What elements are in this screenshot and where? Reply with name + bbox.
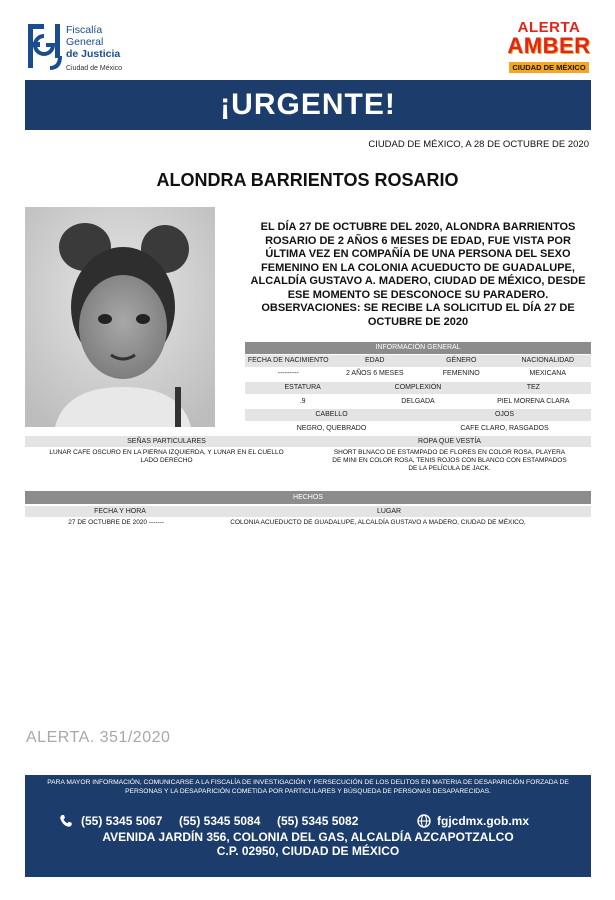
fgj-logo: [26, 22, 166, 78]
place-label: LUGAR: [376, 508, 402, 515]
info-row2-headers: [245, 382, 591, 394]
height-value: .9: [299, 398, 306, 405]
fgj-text-line1: Fiscalía: [66, 24, 103, 36]
urgent-banner: ¡URGENTE!: [25, 80, 591, 130]
gender-value: FEMENINO: [442, 370, 480, 377]
website-link[interactable]: fgjcdmx.gob.mx: [437, 814, 530, 828]
date-line: CIUDAD DE MÉXICO, A 28 DE OCTUBRE DE 2020: [368, 139, 589, 150]
contact-line: [25, 814, 591, 828]
amber-logo-line1: ALERTA: [517, 19, 581, 36]
hair-label: CABELLO: [315, 411, 348, 418]
date-time-label: FECHA Y HORA: [94, 508, 146, 515]
age-value: 2 AÑOS 6 MESES: [345, 370, 404, 377]
fgj-text-line2: General: [66, 36, 104, 48]
complexion-label: TEZ: [526, 384, 540, 391]
build-value: DELGADA: [401, 398, 435, 405]
date-time-value: 27 DE OCTUBRE DE 2020 -------: [68, 519, 164, 526]
alert-number: ALERTA. 351/2020: [26, 729, 171, 746]
phone-number-1[interactable]: (55) 5345 5067: [81, 814, 163, 828]
eyes-label: OJOS: [494, 411, 515, 418]
alerta-amber-logo: [505, 20, 593, 76]
globe-icon: [417, 814, 431, 828]
phone-icon: [59, 814, 73, 828]
contact-footer: [25, 775, 591, 877]
hechos-value-row: [25, 518, 591, 528]
gender-label: GÉNERO: [446, 357, 477, 364]
fgj-text-line4: Ciudad de México: [66, 65, 123, 72]
nationality-value: MEXICANA: [529, 370, 567, 377]
fgj-mark-icon: [26, 22, 62, 72]
clothing-value: SHORT BLNACO DE ESTAMPADO DE FLORES EN COLOR ROSA, PLAYERA DE MINI EN COLOR ROSA, TENIS ROJOS CON BLANCO CON ESTAMPADOS DE LA PELÍCULA DE JACK.: [332, 449, 567, 472]
fgj-logo-text: [66, 24, 122, 75]
birthdate-value: ---------: [277, 370, 299, 377]
features-header-row: [25, 436, 591, 447]
clothing-label: ROPA QUE VESTÍA: [418, 438, 481, 445]
info-row2-values: [245, 396, 591, 408]
amber-logo-line3: CIUDAD DE MÉXICO: [509, 62, 588, 73]
info-row1-headers: [245, 355, 591, 367]
complexion-value: PIEL MORENA CLARA: [497, 398, 570, 405]
age-label: EDAD: [365, 357, 385, 364]
address-line-2: C.P. 02950, CIUDAD DE MÉXICO: [216, 844, 400, 858]
distinguishing-marks-value: LUNAR CAFE OSCURO EN LA PIERNA IZQUIERDA, Y LUNAR EN EL CUELLO LADO DERECHO: [49, 449, 284, 464]
info-row1-values: [245, 368, 591, 380]
hechos-header-row: [25, 506, 591, 517]
distinguishing-marks-label: SEÑAS PARTICULARES: [127, 438, 206, 445]
address-line-1: AVENIDA JARDÍN 356, COLONIA DEL GAS, ALCALDÍA AZCAPOTZALCO: [102, 830, 514, 844]
amber-logo-line2: AMBER: [507, 33, 591, 58]
place-value: COLONIA ACUEDUCTO DE GUADALUPE, ALCALDÍA GUSTAVO A MADERO, CIUDAD DE MÉXICO,: [230, 519, 526, 526]
info-general-header: INFORMACIÓN GENERAL: [245, 342, 591, 354]
fgj-text-line3: de Justicia: [66, 48, 121, 60]
info-row3-values: [245, 423, 591, 435]
birthdate-label: FECHA DE NACIMIENTO: [247, 357, 329, 364]
eyes-value: CAFE CLARO, RASGADOS: [460, 425, 549, 432]
hechos-header: HECHOS: [25, 491, 591, 504]
person-photo: [25, 207, 215, 427]
info-row3-headers: [245, 409, 591, 421]
height-label: ESTATURA: [284, 384, 321, 391]
build-label: COMPLEXIÓN: [394, 384, 442, 391]
hair-value: NEGRO, QUEBRADO: [296, 425, 367, 432]
features-value-row: [25, 449, 591, 473]
child-portrait-image: [25, 207, 215, 427]
phone-number-3[interactable]: (55) 5345 5082: [277, 814, 359, 828]
footer-note: PARA MAYOR INFORMACIÓN, COMUNICARSE A LA FISCALÍA DE INVESTIGACIÓN Y PERSECUCIÓN DE LOS DELITOS EN MATERIA DE DESAPARICIÓN FORZADA DE PERSONAS Y LA DESAPARICIÓN COMETIDA POR PARTICULARES Y BÚSQUEDA DE PERSONAS DESAPARECIDAS.: [47, 779, 569, 795]
person-name: ALONDRA BARRIENTOS ROSARIO: [156, 170, 459, 190]
phone-number-2[interactable]: (55) 5345 5084: [179, 814, 261, 828]
nationality-label: NACIONALIDAD: [521, 357, 574, 364]
disappearance-description: EL DÍA 27 DE OCTUBRE DEL 2020, ALONDRA BARRIENTOS ROSARIO DE 2 AÑOS 6 MESES DE EDAD, FUE VISTA POR ÚLTIMA VEZ EN COMPAÑÍA DE UNA PERSONA DEL SEXO FEMENINO EN LA COLONIA ACUEDUCTO DE GUADALUPE, ALCALDÍA GUSTAVO A. MADERO, CIUDAD DE MÉXICO, DESDE ESE MOMENTO SE DESCONOCE SU PARADERO. OBSERVACIONES: SE RECIBE LA SOLICITUD EL DÍA 27 DE OCTUBRE DE 2020: [250, 221, 586, 328]
